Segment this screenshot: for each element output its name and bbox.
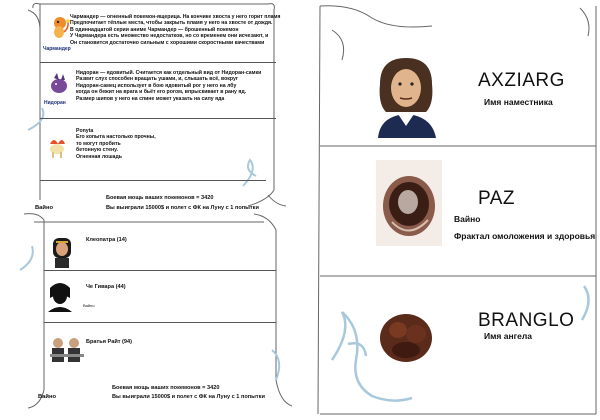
card-title-axziarg: AXZIARG	[478, 70, 565, 91]
charmander-image	[50, 14, 70, 40]
pokemon-caption-charmander: Чармандер	[43, 46, 71, 52]
power-text: Боевая мощь ваших покемонов = 3420	[106, 195, 214, 201]
pokemon-text-charmander	[70, 14, 280, 46]
ponyta-image	[46, 136, 68, 160]
pokemon-text-ponyta	[76, 128, 156, 160]
person-caption-wright: Братья Райт (94)	[86, 339, 132, 345]
prize-text-bottom: Вы выиграли 15000$ и полет с ФК на Луну с 1 попытки	[112, 394, 265, 400]
person-caption-che: Че Гивара (44)	[86, 284, 126, 290]
prize-text: Вы выиграли 15000$ и полет с ФК на Луну с 1 попытки	[106, 205, 259, 211]
card-title-branglo: BRANGLO	[478, 310, 575, 331]
text-line: то могут пробить	[76, 140, 121, 147]
pokemon-caption-nidoran: Нидоран	[44, 100, 66, 106]
text-line: Чармандер — огненный покемон-ящерица. На кончике хвоста у него горит пламя	[70, 14, 281, 20]
text-line: Ponyta	[76, 128, 94, 134]
text-line: когда он бежит на врага и бьёт его рогом, впрыскивает в рану яд.	[76, 89, 247, 96]
fractal-image	[376, 160, 442, 246]
card-subtitle-branglo: Имя ангела	[484, 331, 532, 341]
person-caption-cleopatra: Клеопатра (14)	[86, 237, 127, 243]
text-line: Огненная лошадь	[76, 153, 122, 160]
text-line: Его копыта настолько прочны,	[76, 134, 156, 141]
angel-figurine-image	[376, 306, 436, 366]
text-line: Нидоран — ядовитый. Считается как отдельный вид от Нидоран-самки	[76, 70, 262, 76]
cleopatra-portrait	[50, 236, 74, 268]
text-line: Он становится достаточно сильным с хорошими скоростными качествами	[70, 39, 265, 46]
text-line: бетонную стену.	[76, 147, 118, 154]
nidoran-image	[48, 72, 70, 96]
che-guevara-portrait	[46, 278, 74, 312]
person-extra-che: Вайно	[83, 303, 95, 308]
power-text-bottom: Боевая мощь ваших покемонов = 3420	[112, 385, 220, 391]
wright-brothers-portrait	[50, 334, 84, 362]
text-line: В одиннадцатой серии аниме Чармандер — брошенный покемон	[70, 26, 239, 33]
card-extra-paz: Вайно	[454, 214, 481, 224]
card-subtitle-paz: Фрактал омоложения и здоровья	[454, 231, 596, 241]
text-line: Развит слух способен вращать ушами, и, слышать всё, вокруг	[76, 76, 239, 83]
text-line: Размер шипов у него на спине может указать на силу яда	[76, 95, 225, 102]
signer-text-bottom: Вайно	[38, 394, 57, 400]
pokemon-text-nidoran	[76, 70, 261, 102]
card-subtitle-axziarg: Имя наместника	[484, 97, 553, 107]
right-frame-ornament	[312, 0, 600, 420]
text-line: Предпочитает тёплые места, чтобы закрыть пламя у него на хвосте от дождя.	[70, 20, 273, 27]
text-line: У Чармандера есть множество недостатков, но со временем они исчезают, и	[70, 33, 269, 40]
text-line: Нидоран-самец использует в бою ядовитый рог у него на лбу	[76, 82, 237, 89]
card-title-paz: PAZ	[478, 188, 516, 209]
signer-text: Вайно	[35, 205, 54, 211]
governor-portrait	[374, 54, 438, 138]
